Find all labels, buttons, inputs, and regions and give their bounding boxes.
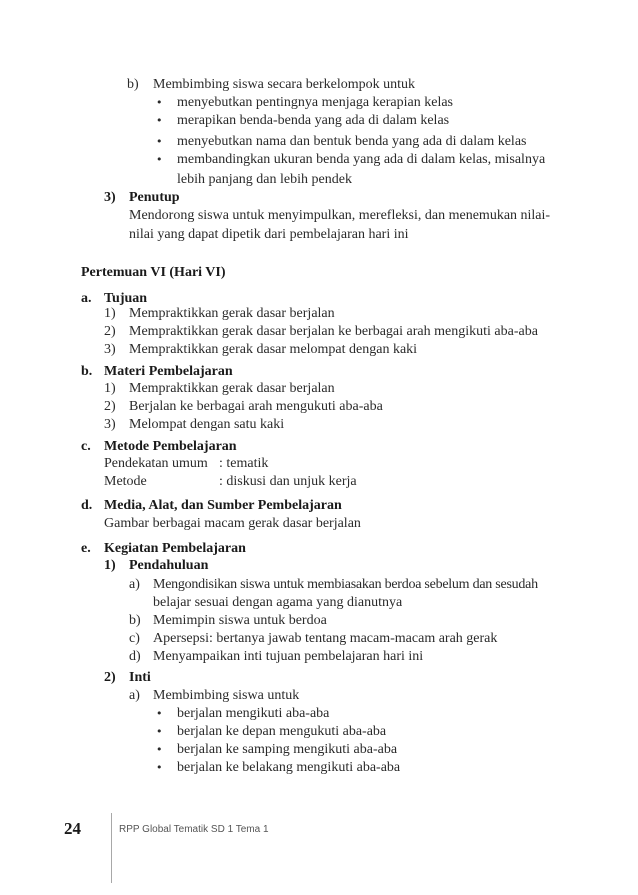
- list-marker: 2): [104, 324, 116, 339]
- list-item-text: Membimbing siswa untuk: [153, 688, 300, 703]
- list-item-text: Menyampaikan inti tujuan pembelajaran hari ini: [153, 649, 424, 664]
- bullet-icon: •: [156, 96, 163, 109]
- bullet-item: menyebutkan nama dan bentuk benda yang ada di dalam kelas: [177, 134, 527, 149]
- section-number: 3): [104, 190, 116, 205]
- list-item-text: Mengondisikan siswa untuk membiasakan berdoa sebelum dan sesudah: [153, 577, 538, 592]
- bullet-item: berjalan ke depan mengukuti aba-aba: [177, 724, 387, 739]
- paragraph-line: nilai yang dapat dipetik dari pembelajaran hari ini: [129, 227, 409, 242]
- bullet-icon: •: [156, 135, 163, 148]
- section-number: 2): [104, 670, 116, 685]
- bullet-item: menyebutkan pentingnya menjaga kerapian kelas: [177, 95, 454, 110]
- list-item-text: Berjalan ke berbagai arah mengukuti aba-aba: [129, 399, 383, 414]
- bullet-item: membandingkan ukuran benda yang ada di dalam kelas, misalnya: [177, 152, 546, 167]
- list-marker: 2): [104, 399, 116, 414]
- list-marker: b): [129, 613, 141, 628]
- field-value: : tematik: [219, 456, 269, 471]
- section-heading: Kegiatan Pembelajaran: [104, 541, 246, 556]
- bullet-continuation: lebih panjang dan lebih pendek: [177, 172, 352, 187]
- list-marker: c): [129, 631, 140, 646]
- bullet-icon: •: [156, 707, 163, 720]
- page-number: 24: [64, 819, 81, 838]
- list-marker: d): [129, 649, 141, 664]
- section-letter: a.: [81, 291, 92, 306]
- section-number: 1): [104, 558, 116, 573]
- section-heading: Inti: [129, 670, 151, 685]
- list-item-text: Mempraktikkan gerak dasar melompat dengan kaki: [129, 342, 418, 357]
- field-label: Metode: [104, 474, 147, 489]
- section-letter: d.: [81, 498, 93, 513]
- list-marker: 3): [104, 342, 116, 357]
- list-marker: 1): [104, 306, 116, 321]
- section-letter: b.: [81, 364, 93, 379]
- list-marker: a): [129, 577, 140, 592]
- bullet-item: berjalan ke samping mengikuti aba-aba: [177, 742, 398, 757]
- bullet-item: berjalan mengikuti aba-aba: [177, 706, 330, 721]
- footer-title: RPP Global Tematik SD 1 Tema 1: [119, 824, 269, 835]
- section-letter: e.: [81, 541, 91, 556]
- list-marker: a): [129, 688, 140, 703]
- field-value: : diskusi dan unjuk kerja: [219, 474, 357, 489]
- section-heading: Pendahuluan: [129, 558, 209, 573]
- bullet-icon: •: [156, 725, 163, 738]
- bullet-item: berjalan ke belakang mengikuti aba-aba: [177, 760, 401, 775]
- page-title: Pertemuan VI (Hari VI): [81, 265, 226, 280]
- list-marker: 3): [104, 417, 116, 432]
- list-item-text: Melompat dengan satu kaki: [129, 417, 285, 432]
- list-marker: b): [127, 77, 139, 92]
- list-item-text: Mempraktikkan gerak dasar berjalan: [129, 381, 335, 396]
- section-heading: Materi Pembelajaran: [104, 364, 233, 379]
- bullet-icon: •: [156, 743, 163, 756]
- list-item-text: Mempraktikkan gerak dasar berjalan: [129, 306, 335, 321]
- footer-divider: [111, 813, 112, 883]
- paragraph-line: Gambar berbagai macam gerak dasar berjalan: [104, 516, 361, 531]
- section-heading: Metode Pembelajaran: [104, 439, 237, 454]
- field-label: Pendekatan umum: [104, 456, 208, 471]
- section-letter: c.: [81, 439, 91, 454]
- paragraph-line: Mendorong siswa untuk menyimpulkan, merefleksi, dan menemukan nilai-: [129, 208, 551, 223]
- list-item-continuation: belajar sesuai dengan agama yang dianutnya: [153, 595, 403, 610]
- section-heading: Tujuan: [104, 291, 148, 306]
- list-item-text: Membimbing siswa secara berkelompok untuk: [153, 77, 416, 92]
- bullet-item: merapikan benda-benda yang ada di dalam kelas: [177, 113, 450, 128]
- section-heading: Penutup: [129, 190, 180, 205]
- list-item-text: Memimpin siswa untuk berdoa: [153, 613, 327, 628]
- bullet-icon: •: [156, 761, 163, 774]
- section-heading: Media, Alat, dan Sumber Pembelajaran: [104, 498, 342, 513]
- bullet-icon: •: [156, 114, 163, 127]
- bullet-icon: •: [156, 153, 163, 166]
- list-marker: 1): [104, 381, 116, 396]
- list-item-text: Apersepsi: bertanya jawab tentang macam-macam arah gerak: [153, 631, 498, 646]
- list-item-text: Mempraktikkan gerak dasar berjalan ke berbagai arah mengikuti aba-aba: [129, 324, 538, 339]
